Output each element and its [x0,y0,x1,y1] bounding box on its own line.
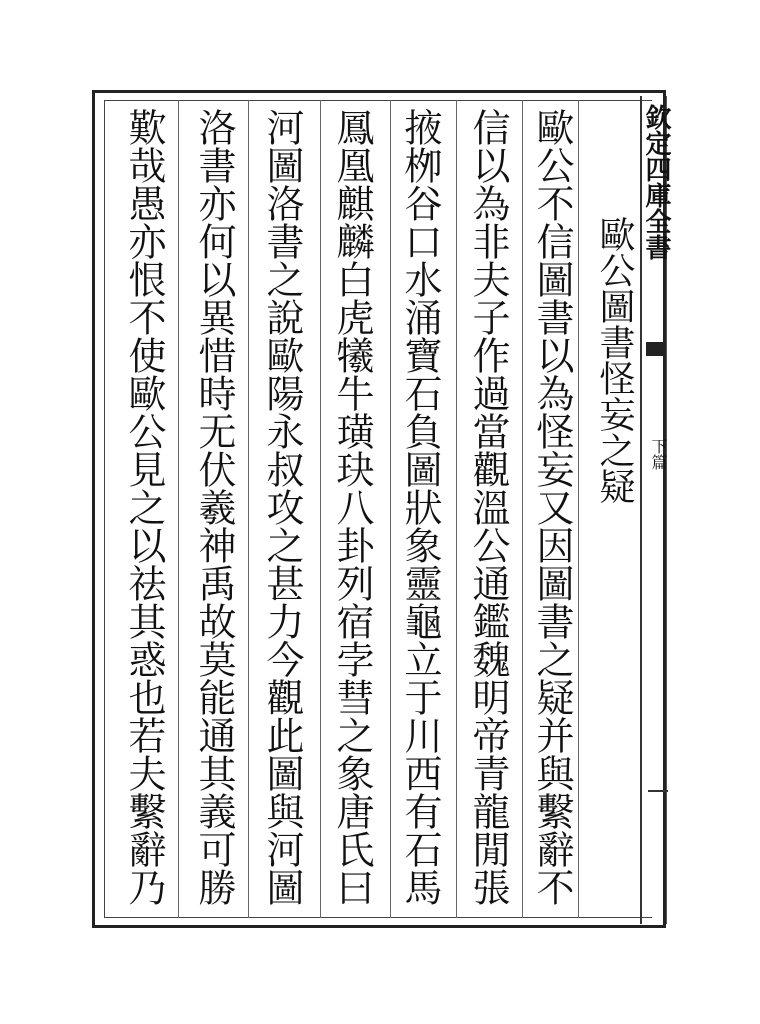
text-column-2: 信以為非夫子作過當觀溫公通鑑魏明帝青龍閒張 [466,108,510,906]
column-rule [522,100,523,918]
text-column-7: 歎哉愚亦恨不使歐公見之以祛其惑也若夫繫辭乃 [122,108,166,906]
column-rule [320,100,321,918]
text-column-5: 河圖洛書之說歐陽永叔攻之甚力今觀此圖與河圖 [260,108,304,906]
column-rule [456,100,457,918]
column-rule [248,100,249,918]
text-column-1: 歐公不信圖書以為怪妄又因圖書之疑并與繫辭不 [530,108,574,906]
page-title: 歐公圖書怪妄之疑 [594,216,635,504]
edge-tick [648,790,668,792]
column-rule [178,100,179,918]
column-rule [578,100,579,918]
book-title: 欽定四庫全書 [641,104,671,260]
text-column-3: 掖栁谷口水涌寶石負圖狀象靈龜立于川西有石馬 [398,108,442,906]
text-column-6: 洛書亦何以異惜時无伏羲神禹故莫能通其義可勝 [192,108,236,906]
column-rule [390,100,391,918]
text-column-4: 鳳凰麒麟白虎犧牛璜玦八卦列宿孛彗之象唐氏曰 [330,108,374,906]
fishtail-mark [646,342,664,356]
section-label: 下篇 [649,438,668,470]
